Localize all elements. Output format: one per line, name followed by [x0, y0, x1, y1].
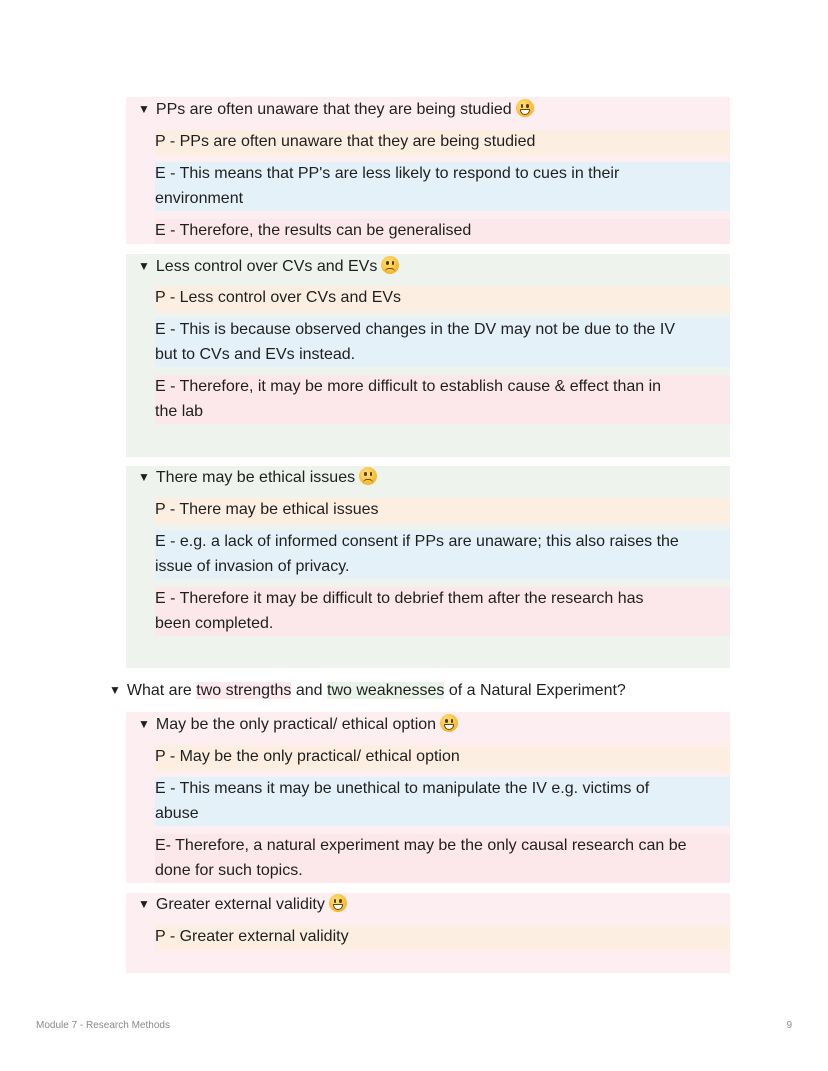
- triangle-down-icon[interactable]: ▼: [138, 102, 150, 116]
- footer-title: Module 7 - Research Methods: [36, 1020, 170, 1031]
- evaluate-row: E - Therefore it may be difficult to debrief them after the research has been completed.: [155, 587, 730, 636]
- page-number: 9: [786, 1020, 792, 1031]
- toggle-heading[interactable]: ▼ There may be ethical issues: [138, 466, 377, 490]
- evaluate-row: E - Therefore, it may be more difficult to establish cause & effect than in the lab: [155, 375, 730, 424]
- frown-icon: [381, 256, 399, 274]
- triangle-down-icon[interactable]: ▼: [138, 259, 150, 273]
- triangle-down-icon[interactable]: ▼: [138, 470, 150, 484]
- point-row: P - PPs are often unaware that they are being studied: [155, 130, 730, 156]
- question-toggle[interactable]: ▼ What are two strengths and two weaknesses of a Natural Experiment?: [109, 679, 626, 703]
- toggle-heading[interactable]: ▼ PPs are often unaware that they are being studied: [138, 98, 534, 122]
- triangle-down-icon[interactable]: ▼: [138, 717, 150, 731]
- triangle-down-icon[interactable]: ▼: [138, 897, 150, 911]
- evaluate-row: E - Therefore, the results can be generalised: [155, 219, 730, 244]
- point-row: P - May be the only practical/ ethical option: [155, 745, 730, 771]
- evaluate-row: E- Therefore, a natural experiment may be the only causal research can be done for such topics.: [155, 834, 730, 883]
- toggle-heading[interactable]: ▼ Greater external validity: [138, 893, 347, 917]
- toggle-heading[interactable]: ▼ Less control over CVs and EVs: [138, 255, 399, 279]
- smiley-icon: [329, 894, 347, 912]
- smiley-icon: [440, 714, 458, 732]
- triangle-down-icon[interactable]: ▼: [109, 683, 121, 697]
- point-row: P - There may be ethical issues: [155, 498, 730, 524]
- smiley-icon: [516, 99, 534, 117]
- frown-icon: [359, 467, 377, 485]
- explain-row: E - This means that PP's are less likely to respond to cues in their environment: [155, 162, 730, 211]
- explain-row: E - This is because observed changes in the DV may not be due to the IV but to CVs and EVs instead.: [155, 318, 730, 367]
- toggle-heading[interactable]: ▼ May be the only practical/ ethical option: [138, 713, 458, 737]
- point-row: P - Greater external validity: [155, 925, 730, 951]
- point-row: P - Less control over CVs and EVs: [155, 286, 730, 312]
- explain-row: E - This means it may be unethical to manipulate the IV e.g. victims of abuse: [155, 777, 730, 826]
- explain-row: E - e.g. a lack of informed consent if PPs are unaware; this also raises the issue of invasion of privacy.: [155, 530, 730, 579]
